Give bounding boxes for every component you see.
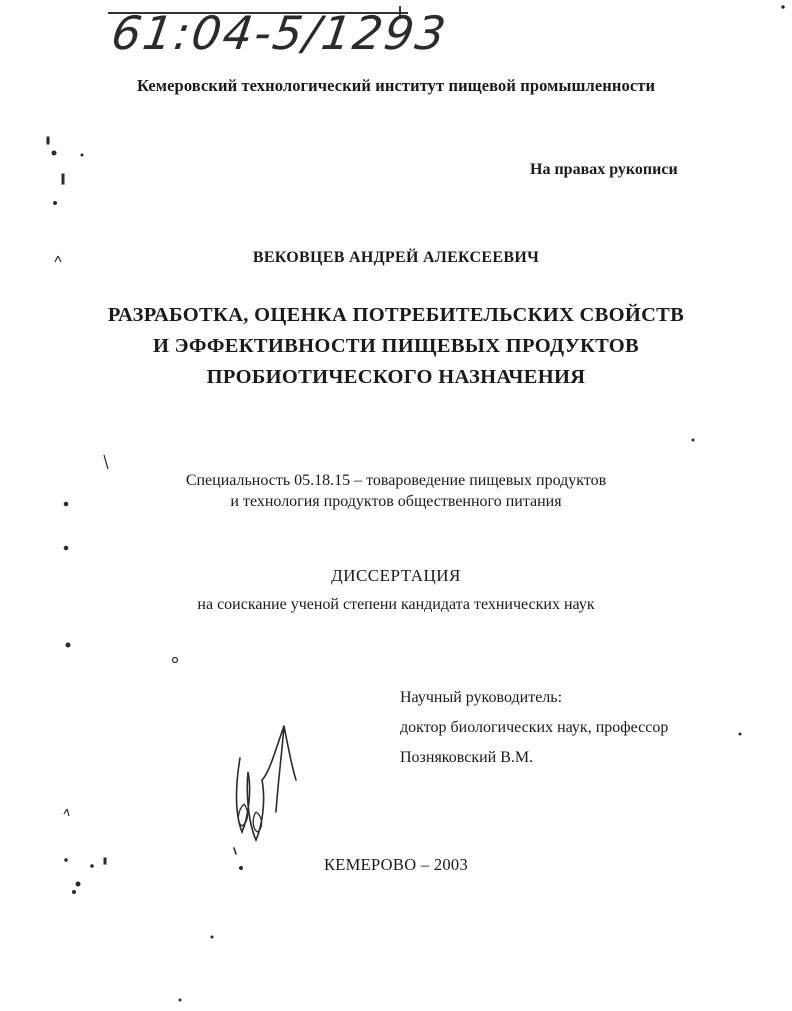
title-line-3: ПРОБИОТИЧЕСКОГО НАЗНАЧЕНИЯ (206, 366, 586, 388)
title-line-2: И ЭФФЕКТИВНОСТИ ПИЩЕВЫХ ПРОДУКТОВ (152, 335, 640, 357)
title-line-1: РАЗРАБОТКА, ОЦЕНКА ПОТРЕБИТЕЛЬСКИХ СВОЙСТВ (107, 304, 685, 326)
document-type: ДИССЕРТАЦИЯ (331, 566, 461, 585)
supervisor-label: Научный руководитель: (400, 689, 563, 706)
specialty-block (0, 470, 792, 512)
dissertation-title (0, 300, 792, 393)
supervisor-name: Позняковский В.М. (400, 749, 534, 766)
specialty-line-2: и технология продуктов общественного питания (230, 493, 562, 510)
archive-code: 61:04-5/1293 (108, 6, 451, 60)
institute-name: Кемеровский технологический институт пищевой промышленности (136, 76, 656, 95)
city-year: КЕМЕРОВО – 2003 (323, 855, 469, 874)
supervisor-rank: доктор биологических наук, профессор (400, 719, 669, 736)
supervisor-block (400, 683, 668, 773)
signature-icon (222, 722, 312, 862)
author-name: ВЕКОВЦЕВ АНДРЕЙ АЛЕКСЕЕВИЧ (252, 249, 540, 266)
rights-note: На правах рукописи (530, 161, 678, 178)
degree-line: на соискание ученой степени кандидата технических наук (197, 596, 595, 613)
specialty-line-1: Специальность 05.18.15 – товароведение пищевых продуктов (185, 472, 607, 489)
